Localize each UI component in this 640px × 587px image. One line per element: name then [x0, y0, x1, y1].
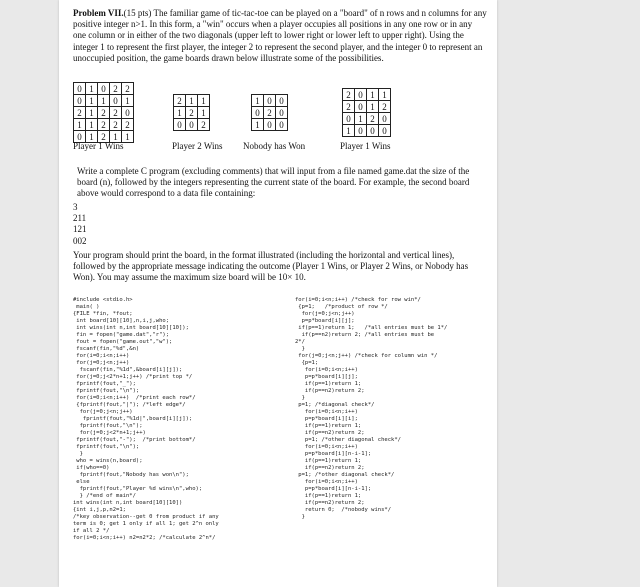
code-line: {int i,j,p,n2=1;: [73, 507, 126, 513]
code-line: p=1; /*other diagonal check*/: [295, 437, 401, 443]
code-line: fprintf(fout,"%1d|",board[i][j]);: [73, 416, 193, 422]
code-line: {FILE *fin, *fout;: [73, 311, 133, 317]
board-caption: Player 1 Wins: [340, 141, 391, 151]
board-cell: 2: [110, 119, 122, 131]
board-cell: 0: [355, 89, 367, 101]
board-row: [74, 95, 134, 107]
code-line: for(j=0;j<n;j++): [73, 409, 133, 415]
code-line: }: [73, 451, 83, 457]
board-cell: 0: [276, 95, 288, 107]
code-line: if(p==1)return 1; /*all entries must be 1*/: [295, 325, 448, 331]
board-cell: 0: [343, 113, 355, 125]
board-cell: 0: [379, 113, 391, 125]
board-cell: 2: [186, 107, 198, 119]
data-line: 121: [73, 224, 87, 235]
board-cell: 0: [110, 95, 122, 107]
code-line: term is 0; get 1 only if all 1; get 2^n only: [73, 521, 219, 527]
board-cell: 0: [174, 119, 186, 131]
code-line: if(p==n2)return 2;: [295, 388, 365, 394]
problem-statement: [73, 8, 487, 64]
board-cell: 1: [86, 95, 98, 107]
board-row: [343, 113, 391, 125]
board-row: [343, 89, 391, 101]
code-listing-left: [73, 297, 219, 542]
code-line: if(p==1)return 1;: [295, 381, 362, 387]
code-line: return 0; /*nobody wins*/: [295, 507, 392, 513]
board-cell: 1: [198, 95, 210, 107]
data-line: 3: [73, 202, 78, 212]
code-line: p=p*board[i][n-i-1];: [295, 486, 372, 492]
code-line: if(p==n2)return 2;: [295, 430, 365, 436]
code-line: for(i=0;i<n;i++): [73, 353, 130, 359]
code-line: else: [73, 479, 90, 485]
board-cell: 1: [86, 119, 98, 131]
code-line: for(i=0;i<n;i++) /*print each row*/: [73, 395, 196, 401]
code-line: int wins(int n,int board[10][10]);: [73, 325, 189, 331]
document-page: [59, 0, 497, 587]
code-line: p=p*board[i][j];: [295, 374, 358, 380]
board-cell: 2: [264, 107, 276, 119]
code-line: fscanf(fin,"%1d",&board[i][j]);: [73, 367, 183, 373]
code-line: {p=1;: [295, 360, 319, 366]
board-cell: 1: [367, 101, 379, 113]
code-line: for(j=0;j<n;j++) /*check for column win */: [295, 353, 438, 359]
code-line: }: [295, 346, 305, 352]
board-player2-3x3: [173, 94, 210, 131]
board-cell: 2: [367, 113, 379, 125]
problem-points: (15 pts): [123, 8, 152, 18]
board-row: [252, 119, 288, 131]
code-line: }: [295, 395, 305, 401]
board-cell: 0: [264, 119, 276, 131]
board-cell: 2: [343, 89, 355, 101]
board-cell: 2: [74, 107, 86, 119]
board-cell: 2: [98, 119, 110, 131]
board-cell: 2: [98, 107, 110, 119]
board-cell: 1: [252, 95, 264, 107]
problem-title: Problem VII.: [73, 8, 124, 18]
board-caption: Player 1 Wins: [73, 141, 124, 151]
board-cell: 1: [186, 95, 198, 107]
board-cell: 1: [174, 107, 186, 119]
code-line: p=p*board[i][i];: [295, 416, 358, 422]
code-line: if(p==1)return 1;: [295, 423, 362, 429]
board-cell: 0: [367, 125, 379, 137]
code-line: for(i=0;i<n;i++) /*check for row win*/: [295, 297, 421, 303]
board-nobody-3x3: [251, 94, 288, 131]
data-line: 002: [73, 235, 87, 246]
task-paragraph-1: Write a complete C program (excluding comments) that will input from a file named game.dat the size of the board (n), followed by the integers representing the current state of the board. For example, the second board above would correspond to a data file containing:: [77, 166, 470, 199]
code-line: for(j=0;j<n;j++): [73, 360, 130, 366]
code-line: for(i=0;i<n;i++): [295, 409, 358, 415]
board-cell: 0: [355, 125, 367, 137]
board-cell: 0: [122, 107, 134, 119]
board-cell: 0: [355, 101, 367, 113]
code-listing-right: [295, 297, 447, 521]
code-line: for(i=0;i<n;i++) n2=n2*2; /*calculate 2^n*/: [73, 535, 216, 541]
code-line: if(p==n2)return 2; /*all entries must be: [295, 332, 435, 338]
board-row: [174, 107, 210, 119]
board-caption: Player 2 Wins: [172, 141, 223, 151]
board-cell: 1: [86, 131, 98, 143]
board-cell: 1: [252, 119, 264, 131]
board-cell: 1: [367, 89, 379, 101]
board-cell: 1: [86, 83, 98, 95]
code-line: if(p==1)return 1;: [295, 493, 362, 499]
board-row: [343, 125, 391, 137]
code-line: who = wins(n,board);: [73, 458, 143, 464]
board-cell: 1: [86, 107, 98, 119]
code-line: if(who==0): [73, 465, 110, 471]
code-line: fprintf(fout,"\n");: [73, 444, 140, 450]
board-cell: 0: [74, 95, 86, 107]
code-line: p=p*board[i][j];: [295, 318, 355, 324]
board-cell: 1: [355, 113, 367, 125]
board-player1-4x4: [342, 88, 391, 137]
code-line: fprintf(fout,"Nobody has won\n");: [73, 472, 189, 478]
board-cell: 1: [379, 89, 391, 101]
board-cell: 1: [74, 119, 86, 131]
board-row: [252, 107, 288, 119]
problem-intro: The familiar game of tic-tac-toe can be played on a "board" of n rows and n columns for any positive integer n>1. In this form, a "win" occurs when a player occupies all positions in any one row or in any one column or in either of the two diagonals (upper left to lower right or lower left to upper right). Using the integer 1 to represent the first player, the integer 2 to represent the second player, and the integer 0 to represent an unoccupied position, the game boards drawn below illustrate some of the possibilities.: [73, 8, 487, 63]
data-line: 211: [73, 213, 87, 224]
board-row: [343, 101, 391, 113]
board-cell: 1: [98, 95, 110, 107]
board-cell: 2: [379, 101, 391, 113]
code-line: fprintf(fout,"_");: [73, 381, 136, 387]
board-cell: 2: [110, 107, 122, 119]
board-row: [74, 107, 134, 119]
board-row: [74, 83, 134, 95]
task-paragraph-2: Your program should print the board, in the format illustrated (including the horizontal and vertical lines), followed by the appropriate message indicating the outcome (Player 1 Wins, or Player 2 Wins, or Nobody has Won). You may assume the maximum size board will be 10× 10.: [73, 250, 469, 283]
code-line: p=1; /*other diagonal check*/: [295, 472, 395, 478]
code-line: for(j=0;j<2*n+1;j++): [73, 430, 146, 436]
board-cell: 2: [110, 83, 122, 95]
board-cell: 2: [98, 131, 110, 143]
code-line: int wins(int n,int board[10][10]): [73, 500, 183, 506]
board-cell: 1: [343, 125, 355, 137]
board-cell: 1: [122, 131, 134, 143]
board-cell: 0: [276, 107, 288, 119]
code-line: fprintf(fout,"\n");: [73, 423, 143, 429]
code-line: 2*/: [295, 339, 305, 345]
code-line: /*key observation--get 0 from product if any: [73, 514, 219, 520]
board-caption: Nobody has Won: [243, 141, 306, 151]
board-cell: 0: [98, 83, 110, 95]
code-line: for(j=0;j<2*n+1;j++) /*print top */: [73, 374, 193, 380]
board-cell: 2: [122, 119, 134, 131]
code-line: #include <stdio.h>: [73, 297, 133, 303]
code-line: } /*end of main*/: [73, 493, 136, 499]
code-line: {p=1; /*product of row */: [295, 304, 388, 310]
board-cell: 1: [110, 131, 122, 143]
code-line: for(i=0;i<n;i++): [295, 444, 358, 450]
code-line: if(p==n2)return 2;: [295, 500, 365, 506]
code-line: for(i=0;i<n;i++): [295, 479, 358, 485]
code-line: fprintf(fout,"-"); /*print bottom*/: [73, 437, 196, 443]
code-line: int board[10][10],n,i,j,who;: [73, 318, 170, 324]
board-player1-5x5: [73, 82, 134, 143]
board-cell: 2: [122, 83, 134, 95]
board-row: [174, 95, 210, 107]
code-line: p=1; /*diagonal check*/: [295, 402, 375, 408]
code-line: for(i=0;i<n;i++): [295, 367, 358, 373]
code-line: fscanf(fin,"%d",&n): [73, 346, 140, 352]
code-line: fout = fopen("game.out","w");: [73, 339, 173, 345]
code-line: if(p==n2)return 2;: [295, 465, 365, 471]
code-line: main( ): [73, 304, 100, 310]
code-line: for(j=0;j<n;j++): [295, 311, 355, 317]
board-cell: 1: [122, 95, 134, 107]
board-cell: 0: [264, 95, 276, 107]
board-row: [174, 119, 210, 131]
code-line: fprintf(fout,"Player %d wins\n",who);: [73, 486, 203, 492]
code-line: if all 2 */: [73, 528, 110, 534]
data-file-example: [73, 202, 87, 247]
code-line: }: [295, 514, 305, 520]
board-row: [74, 119, 134, 131]
code-line: p=p*board[i][n-i-1];: [295, 451, 372, 457]
board-cell: 2: [343, 101, 355, 113]
board-cell: 0: [74, 131, 86, 143]
board-cell: 0: [186, 119, 198, 131]
board-cell: 2: [198, 119, 210, 131]
board-cell: 0: [252, 107, 264, 119]
board-cell: 0: [74, 83, 86, 95]
board-cell: 0: [379, 125, 391, 137]
code-line: {fprintf(fout,"|"); /*left edge*/: [73, 402, 186, 408]
code-line: fprintf(fout,"\n");: [73, 388, 140, 394]
board-row: [252, 95, 288, 107]
code-line: fin = fopen("game.dat","r");: [73, 332, 170, 338]
board-cell: 1: [198, 107, 210, 119]
code-line: if(p==1)return 1;: [295, 458, 362, 464]
board-cell: 2: [174, 95, 186, 107]
board-cell: 0: [276, 119, 288, 131]
